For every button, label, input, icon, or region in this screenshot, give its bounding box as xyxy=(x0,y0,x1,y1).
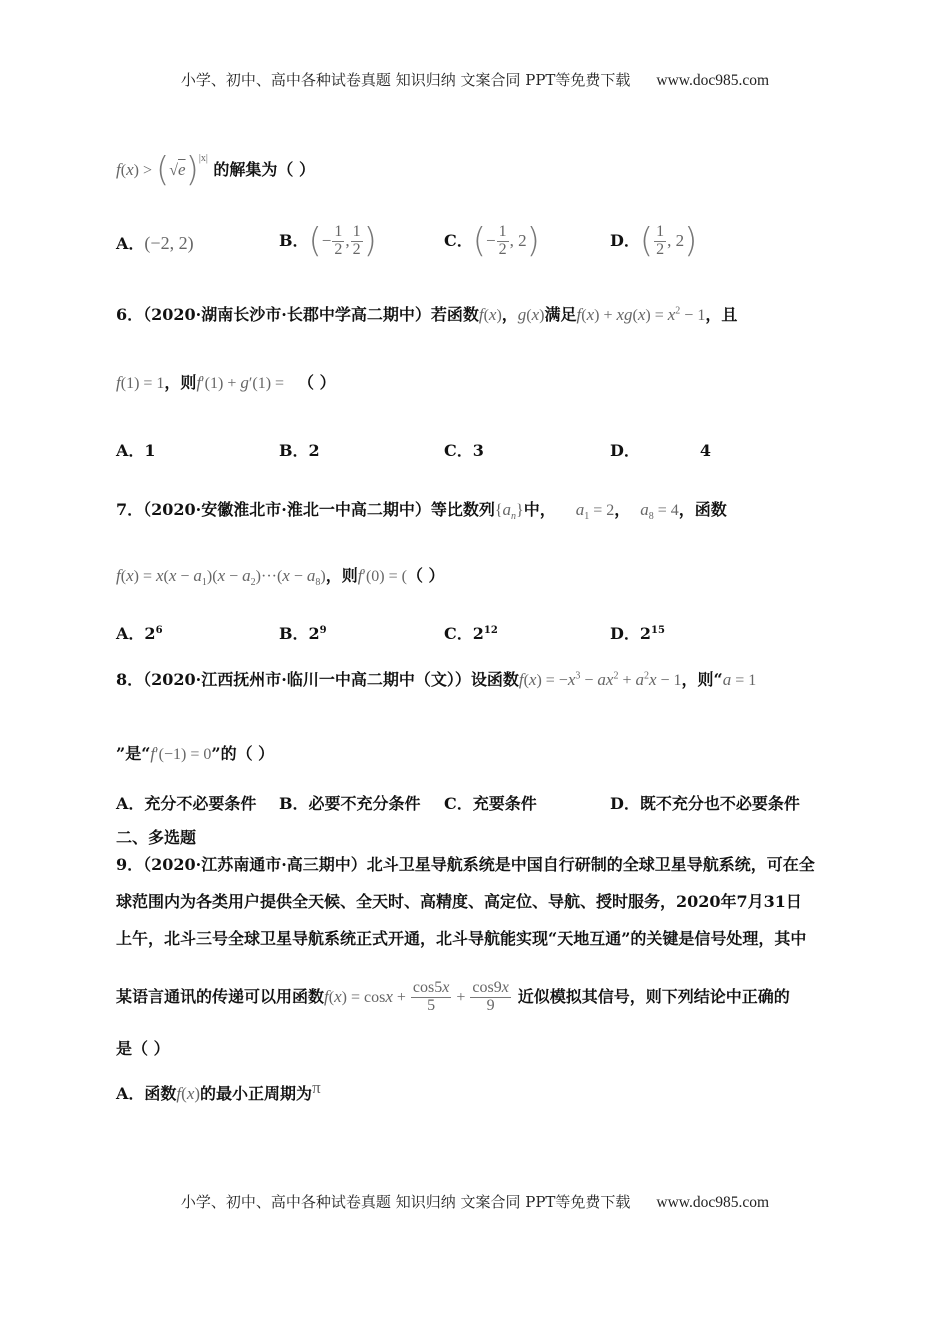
formula: f xyxy=(116,160,121,179)
q7-option-c[interactable]: C．$2^{12}$ xyxy=(444,624,498,643)
q7-stem-2: $f(x) = x(x - a_1)(x - a_2)\cdot\cdot\cdot(x - a_8)$，则f′(0) = ( （ ） xyxy=(116,566,445,589)
q7-stem: 7．（2020·安徽淮北市·淮北一中高二期中）等比数列$\{a_n\}$中， $a_1 = 2$， $a_8 = 4$，函数 xyxy=(116,500,727,523)
q9-line-2: 球范围内为各类用户提供全天候、全天时、高精度、高定位、导航、授时服务，2020年7月31日 xyxy=(116,892,802,911)
q5-option-c[interactable]: C．(− $\frac{1}{2}$ , 2) xyxy=(444,221,540,261)
footer-text: 小学、初中、高中各种试卷真题 知识归纳 文案合同 PPT等免费下载 xyxy=(180,1193,631,1211)
q6-stem: 6．（2020·湖南长沙市·长郡中学高二期中）若函数f(x)，g(x)满足$f(x) + xg(x) = x^2 - 1$，且 xyxy=(116,305,738,324)
q8-stem: 8．（2020·江西抚州市·临川一中高二期中（文））设函数$f(x) = -x^3 - ax^2 + a^2x - 1$，则“a = 1 xyxy=(116,670,757,689)
q9-line-4: 某语言通讯的传递可以用函数f(x) = cosx + $\frac{\cos 5x}{5}$ + $\frac{\cos 9x}{9}$ 近似模拟其信号，则下列结论中正确的 xyxy=(116,979,790,1014)
q7-option-b[interactable]: B．$2^9$ xyxy=(279,624,327,643)
header-text: 小学、初中、高中各种试卷真题 知识归纳 文案合同 PPT等免费下载 xyxy=(180,71,631,89)
footer-url[interactable]: www.doc985.com xyxy=(656,1194,770,1211)
q6-option-d[interactable]: D． 4 xyxy=(610,441,712,460)
q5-option-d[interactable]: D．( $\frac{1}{2}$ , 2) xyxy=(610,221,698,261)
q9-line-1: 9．（2020·江苏南通市·高三期中）北斗卫星导航系统是中国自行研制的全球卫星导航系统，可在全 xyxy=(116,855,815,874)
q6-option-b[interactable]: B．2 xyxy=(279,441,320,460)
q9-option-a[interactable]: A．函数f(x)的最小正周期为π xyxy=(116,1078,321,1103)
q9-line-5: 是（ ） xyxy=(116,1039,170,1058)
q5-stem: $f(x) > (√e)^{|x|}$ 的解集为（ ） xyxy=(116,150,315,190)
q9-line-3: 上午，北斗三号全球卫星导航系统正式开通，北斗导航能实现“天地互通”的关键是信号处理，其中 xyxy=(116,929,807,948)
header-url[interactable]: www.doc985.com xyxy=(656,72,770,89)
q8-option-c[interactable]: C．充要条件 xyxy=(444,794,537,813)
q6-option-a[interactable]: A．1 xyxy=(116,441,156,460)
q6-option-c[interactable]: C．3 xyxy=(444,441,484,460)
page-header xyxy=(0,69,950,90)
q7-option-d[interactable]: D．$2^{15}$ xyxy=(610,624,665,643)
q5-option-b[interactable]: B．(− $\frac{1}{2}$ , $\frac{1}{2}$ ) xyxy=(279,221,377,261)
q8-option-d[interactable]: D．既不充分也不必要条件 xyxy=(610,794,800,813)
page-footer xyxy=(0,1191,950,1212)
q8-stem-2: ”是“f′(−1) = 0”的（ ） xyxy=(116,744,275,763)
q8-option-b[interactable]: B．必要不充分条件 xyxy=(279,794,421,813)
q7-option-a[interactable]: A．$2^6$ xyxy=(116,624,163,643)
q5-option-a[interactable]: A．(−2, 2) xyxy=(116,233,194,253)
section-title: 二、多选题 xyxy=(116,828,197,847)
q6-stem-2: f(1) = 1，则f′(1) + g′(1) = （ ） xyxy=(116,373,336,392)
q8-option-a[interactable]: A．充分不必要条件 xyxy=(116,794,257,813)
q5-stem-tail: 的解集为（ ） xyxy=(213,160,315,179)
